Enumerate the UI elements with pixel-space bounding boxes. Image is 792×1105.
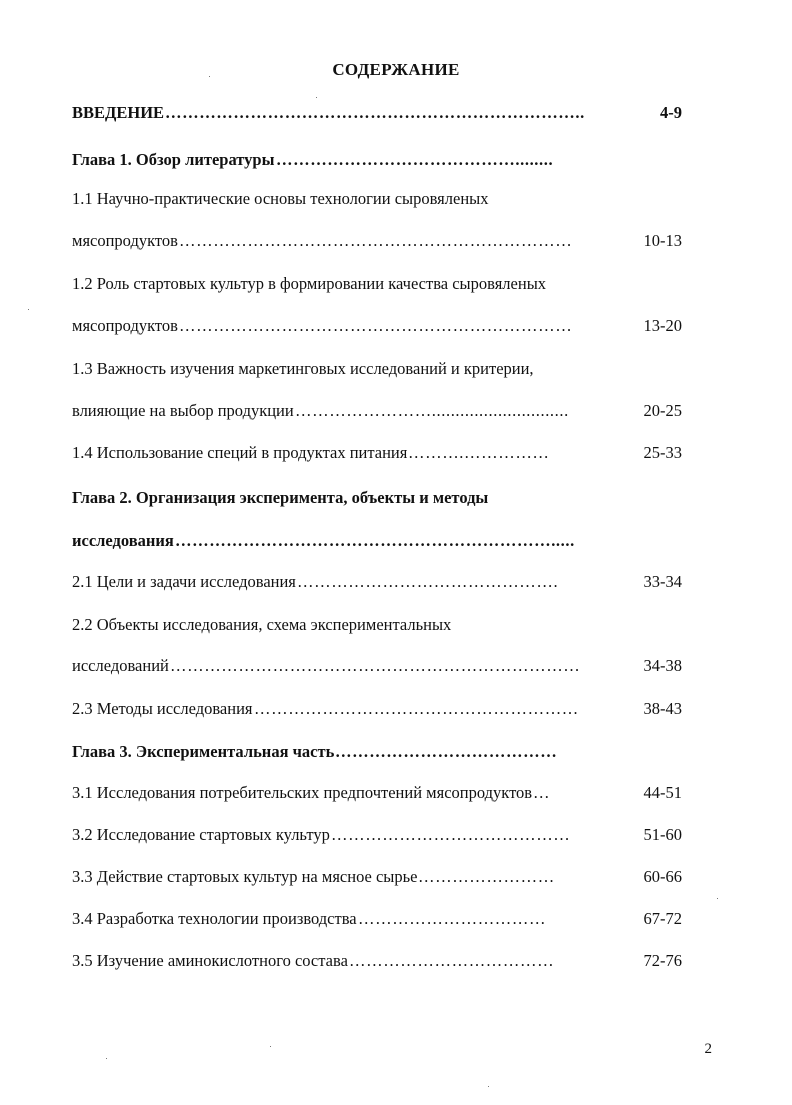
toc-entry bbox=[72, 865, 682, 889]
toc-entry bbox=[72, 357, 682, 381]
scan-speck bbox=[270, 1046, 271, 1047]
toc-entry bbox=[72, 399, 682, 423]
toc-entry bbox=[72, 781, 682, 805]
toc-entry-title: 3.1 Исследования потребительских предпочтений мясопродуктов bbox=[72, 783, 533, 802]
toc-entry bbox=[72, 740, 682, 764]
toc-entry-title: 2.3 Методы исследования bbox=[72, 699, 253, 718]
toc-dot-leader: ……………………………………........ bbox=[276, 150, 554, 169]
toc-page-range: 51-60 bbox=[643, 825, 682, 844]
toc-dot-leader: …………………………………………………………… bbox=[179, 316, 573, 335]
toc-entry-title: 3.5 Изучение аминокислотного состава bbox=[72, 951, 348, 970]
toc-page-range: 67-72 bbox=[643, 909, 682, 928]
toc-dot-leader: ………………………………………………… bbox=[254, 699, 579, 718]
toc-page-range: 25-33 bbox=[643, 443, 682, 462]
scan-speck bbox=[28, 309, 29, 310]
scan-speck bbox=[106, 1058, 107, 1059]
toc-entry-title: мясопродуктов bbox=[72, 231, 178, 250]
toc-page-range: 44-51 bbox=[643, 783, 682, 802]
toc-entry-title: мясопродуктов bbox=[72, 316, 178, 335]
toc-entry bbox=[72, 148, 682, 172]
toc-page-range: 72-76 bbox=[643, 951, 682, 970]
toc-page-range: 34-38 bbox=[643, 656, 682, 675]
toc-entry bbox=[72, 314, 682, 338]
toc-entry-title: исследований bbox=[72, 656, 169, 675]
toc-dot-leader: ……………………………………………………………… bbox=[170, 656, 581, 675]
toc-page-range: 20-25 bbox=[643, 401, 682, 420]
toc-entry-title: Глава 3. Экспериментальная часть bbox=[72, 742, 335, 761]
toc-page-range: 4-9 bbox=[660, 103, 682, 122]
toc-entry bbox=[72, 949, 682, 973]
toc-dot-leader: ……………………………………………………………….. bbox=[165, 103, 585, 122]
toc-entry bbox=[72, 697, 682, 721]
toc-page-range: 13-20 bbox=[643, 316, 682, 335]
toc-entry-title: 1.4 Использование специй в продуктах питания bbox=[72, 443, 408, 462]
toc-dot-leader: …………………………… bbox=[358, 909, 547, 928]
scan-speck bbox=[488, 1086, 489, 1087]
toc-page-range: 38-43 bbox=[643, 699, 682, 718]
toc-entry-title: исследования bbox=[72, 531, 174, 550]
toc-entry bbox=[72, 187, 682, 211]
toc-entry-title: 3.4 Разработка технологии производства bbox=[72, 909, 357, 928]
toc-dot-leader: …………………… bbox=[418, 867, 555, 886]
scan-speck bbox=[209, 76, 210, 77]
toc-entry bbox=[72, 486, 682, 510]
toc-page-range: 33-34 bbox=[643, 572, 682, 591]
toc-dot-leader: ……………………............................. bbox=[295, 401, 569, 420]
toc-entry bbox=[72, 101, 682, 125]
toc-entry-title: 1.1 Научно-практические основы технологии сыровяленых bbox=[72, 189, 489, 208]
toc-dot-leader: ……………………………… bbox=[349, 951, 555, 970]
scan-speck bbox=[717, 898, 718, 899]
toc-page-range: 60-66 bbox=[643, 867, 682, 886]
toc-entry-title: Глава 1. Обзор литературы bbox=[72, 150, 275, 169]
page-number: 2 bbox=[704, 1041, 712, 1057]
toc-dot-leader: …………………………………………………………… bbox=[179, 231, 573, 250]
toc-dot-leader: ……….…………… bbox=[408, 443, 550, 462]
toc-entry bbox=[72, 907, 682, 931]
toc-dot-leader: … bbox=[533, 783, 551, 802]
toc-dot-leader: …………………………………………………………..... bbox=[175, 531, 575, 550]
toc-entry bbox=[72, 529, 682, 553]
page-title: СОДЕРЖАНИЕ bbox=[332, 60, 460, 79]
toc-entry bbox=[72, 570, 682, 594]
toc-entry-title: 1.3 Важность изучения маркетинговых исследований и критерии, bbox=[72, 359, 534, 378]
scan-speck bbox=[316, 97, 317, 98]
toc-entry-title: 1.2 Роль стартовых культур в формировании качества сыровяленых bbox=[72, 274, 547, 293]
toc-entry-title: ВВЕДЕНИЕ bbox=[72, 103, 165, 122]
toc-entry bbox=[72, 823, 682, 847]
toc-entry-title: влияющие на выбор продукции bbox=[72, 401, 294, 420]
toc-entry-title: 2.2 Объекты исследования, схема экспериментальных bbox=[72, 615, 452, 634]
toc-dot-leader: …………………………………… bbox=[331, 825, 571, 844]
toc-entry bbox=[72, 441, 682, 465]
toc-entry-title: Глава 2. Организация эксперимента, объекты и методы bbox=[72, 488, 489, 507]
toc-entry bbox=[72, 613, 682, 637]
toc-page-range: 10-13 bbox=[643, 231, 682, 250]
toc-entry bbox=[72, 272, 682, 296]
toc-entry-title: 2.1 Цели и задачи исследования bbox=[72, 572, 296, 591]
toc-entry-title: 3.3 Действие стартовых культур на мясное сырье bbox=[72, 867, 418, 886]
toc-entry bbox=[72, 229, 682, 253]
toc-dot-leader: ………………………………………. bbox=[297, 572, 559, 591]
toc-entry bbox=[72, 654, 682, 678]
toc-dot-leader: ………………………………… bbox=[335, 742, 558, 761]
toc-entry-title: 3.2 Исследование стартовых культур bbox=[72, 825, 330, 844]
